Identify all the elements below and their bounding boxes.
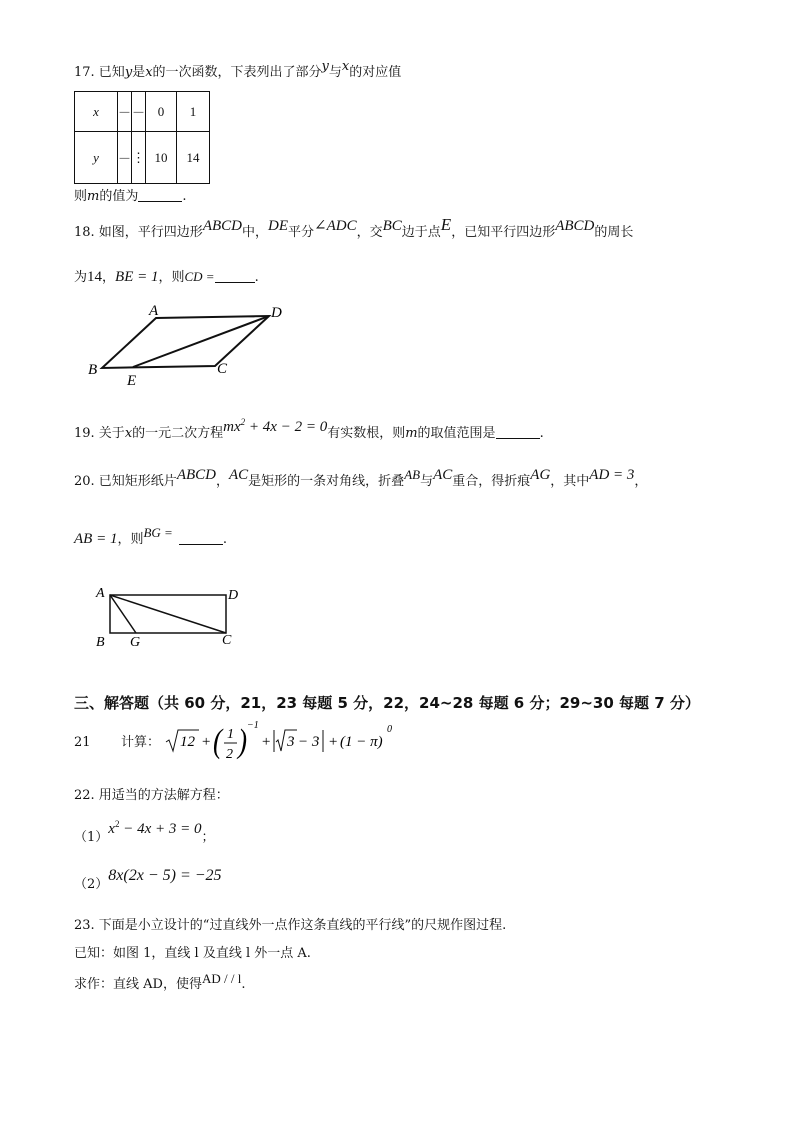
vertex-label-c: C xyxy=(222,633,232,648)
table-cell: 10 xyxy=(146,132,177,184)
q17-stem: 17. 已知y是x的一次函数，下表列出了部分y与x的对应值 xyxy=(74,59,402,80)
q17-answer-line: 则m的值为 . xyxy=(74,189,187,204)
answer-blank xyxy=(179,532,223,545)
vertex-label-a: A xyxy=(96,586,105,601)
vertex-label-a: A xyxy=(149,303,159,319)
q19-stem: 19. 关于x的一元二次方程$mx^2 + 4x - 2 = 0$有实数根，则m的取值范围是 . xyxy=(74,417,544,441)
table-row-x xyxy=(75,92,210,132)
answer-blank xyxy=(496,426,540,439)
frac-num: 1 xyxy=(227,727,234,742)
exponent-neg1: −1 xyxy=(247,720,259,731)
section-3-title: 三、解答题（共 60 分，21，23 每题 5 分，22，24~28 每题 6 分；29~30 每题 7 分） xyxy=(74,694,700,712)
exponent-0: 0 xyxy=(387,724,392,735)
plus-sign: + xyxy=(261,734,272,750)
table-cell: ⋮ xyxy=(132,132,146,184)
q23-task: 求作：直线 AD，使得AD / / l. xyxy=(74,971,246,992)
table-cell: － xyxy=(118,92,132,132)
vertex-label-b: B xyxy=(96,635,105,650)
table-cell: y xyxy=(75,132,118,184)
table-cell: x xyxy=(75,92,118,132)
vertex-label-g: G xyxy=(130,635,141,650)
answer-blank xyxy=(138,189,182,202)
table-cell: 14 xyxy=(177,132,210,184)
q18-stem-line2: 为14，BE = 1，则CD = . xyxy=(74,269,259,285)
vertex-label-c: C xyxy=(217,361,228,377)
radicand-3: 3 xyxy=(287,734,295,750)
plus-sign: + xyxy=(201,734,212,750)
left-paren: ( xyxy=(213,722,223,760)
q23-title: 23. 下面是小立设计的“过直线外一点作这条直线的平行线”的尺规作图过程. xyxy=(74,918,507,933)
table-cell: － xyxy=(132,92,146,132)
q18-parallelogram-figure xyxy=(86,300,306,390)
table-row-y xyxy=(75,132,210,184)
vertex-label-d: D xyxy=(228,588,239,603)
vertex-label-e: E xyxy=(127,373,137,389)
table-cell: － xyxy=(118,132,132,184)
q22-part1: $(1)x^2 - 4x + 3 = 0$； xyxy=(74,819,215,845)
q20-stem-line2: AB = 1，则BG = . xyxy=(74,525,227,547)
right-paren: ) xyxy=(238,722,248,760)
q22-part2: （2）8x(2x − 5) = −25 xyxy=(74,867,222,892)
pi-term: (1 − π) xyxy=(340,734,383,750)
vertex-label-b: B xyxy=(88,362,98,378)
table-cell: 0 xyxy=(146,92,177,132)
frac-den: 2 xyxy=(226,747,233,762)
q21-label: 计算： xyxy=(121,735,161,750)
plus-sign: + xyxy=(328,734,339,750)
q21-expression xyxy=(163,718,413,768)
vertex-label-d: D xyxy=(271,305,282,321)
q18-stem-line1: 18. 如图，平行四边形ABCD中，DE平分∠ADC，交BC边于点E，已知平行四边形ABCD的周长 xyxy=(74,215,634,240)
q21-number: 21 xyxy=(74,735,91,750)
q22-title: 22. 用适当的方法解方程： xyxy=(74,788,229,803)
table-cell: 1 xyxy=(177,92,210,132)
radicand-12: 12 xyxy=(180,734,195,750)
q20-stem-line1: 20. 已知矩形纸片ABCD，AC是矩形的一条对角线，折叠AB与AC重合，得折痕AG，其中AD = 3， xyxy=(74,467,648,489)
q17-value-table xyxy=(74,91,210,184)
q20-rectangle-figure xyxy=(90,585,250,650)
answer-blank xyxy=(215,270,255,283)
abs-rest: − 3 xyxy=(298,734,320,750)
q23-known: 已知：如图 1，直线 l 及直线 l 外一点 A. xyxy=(74,946,311,961)
